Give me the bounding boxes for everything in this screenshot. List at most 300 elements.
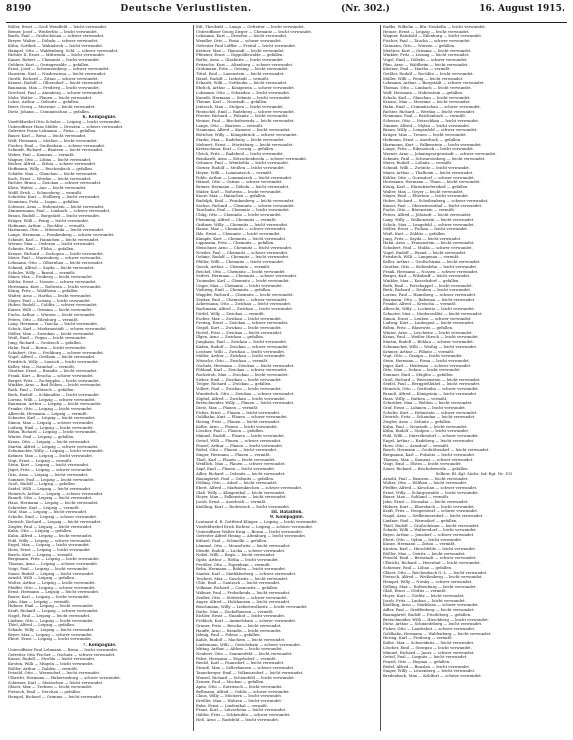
casualty-entry: Haas, Willy — Rathen — vermißt.	[383, 396, 448, 401]
casualty-entry: Schumacher, Willy — Leipzig — leicht verwundet.	[8, 449, 104, 454]
casualty-entry: Bergmann, Fritz — Leipzig — leicht verwundet.	[8, 557, 100, 562]
casualty-entry: Kaiser, Paul — Oberwiesenthal — leicht verwundet.	[383, 203, 483, 208]
casualty-entry: Lippmann, Fritz — Chemnitz — gefallen.	[196, 241, 275, 246]
casualty-entry: Wähner, Paul — Probstheida — leicht verwundet.	[196, 590, 291, 595]
casualty-entry: Krüger, Max — Treuen — leicht verwundet.	[383, 133, 467, 138]
casualty-entry: Neumann, Paul — Reichenbach — vermißt.	[383, 114, 467, 119]
casualty-entry: Ehrlich, Arthur — Königstein — schwer verwundet.	[196, 86, 295, 91]
casualty-entry: Flemming, Alfred — Chemnitz — vermißt.	[196, 217, 277, 222]
casualty-entry: Lange, Fritz — Eibenstock — leicht verwundet.	[383, 147, 474, 152]
casualty-entry: Starke, Max — Radeburg — leicht verwundet.	[196, 137, 285, 142]
casualty-entry: Förster, Richard — Pulsnitz — leicht verwundet.	[196, 114, 289, 119]
casualty-entry: Pfüller, Willi — Chemnitz — leicht verwundet.	[196, 260, 285, 265]
casualty-entry: Ziegler, Paul — Leipzig — leicht verwundet.	[8, 524, 93, 529]
casualty-entry: Böhm, Richard — Leipzig — leicht verwundet.	[8, 430, 97, 435]
casualty-entry: Männel, Richard — Jauer — schwer verwundet.	[383, 650, 475, 655]
casualty-entry: Schulze, Willy — Brand — vermißt.	[8, 270, 76, 275]
casualty-entry: Rudolph, Emil — Frankenberg — leicht verwundet.	[196, 199, 295, 204]
casualty-entry: Beck, Rudolf — Schkeuditz — leicht verwundet.	[8, 392, 101, 397]
casualty-entry: Schwarz, Arno — Hohenstein — leicht verwundet.	[8, 204, 105, 209]
casualty-entry: Richter, Richard — Werdau — leicht verwundet.	[383, 109, 476, 114]
casualty-entry: Hampel, Otto — Waldenburg, Schl. — schwer verwundet.	[8, 48, 119, 53]
column-right	[380, 25, 567, 731]
casualty-entry: Heinze, Paul — Bischofswerda — leicht verwundet.	[196, 119, 295, 124]
casualty-entry: Walter, Max — Geyer — leicht verwundet.	[383, 189, 464, 194]
casualty-entry: Thiel, Alfred — Leipzig — gefallen.	[8, 623, 76, 628]
casualty-entry: Anger, Alfred — Holzhausen — leicht verwundet.	[196, 600, 291, 605]
casualty-entry: Dietz, Arthur — Schmiedeberg — leicht verwundet.	[383, 622, 483, 627]
casualty-entry: Pfützner, Ernst — Dippoldiswalde — gefallen.	[196, 53, 284, 58]
casualty-entry: Schumacher, Willi — Weißig — leicht verwundet.	[383, 344, 478, 349]
casualty-entry: Walter, Arno — Hartha — leicht verwundet.	[8, 294, 92, 299]
casualty-entry: Lang, Hermann — Taucha — leicht verwundet.	[8, 322, 99, 327]
casualty-entry: Gefreiter Franz Lehmann — Pirna — gefallen.	[8, 129, 97, 134]
casualty-entry: Oettel, Paul — Liegnitz — leicht verwundet.	[383, 655, 468, 660]
casualty-entry: Heyne, Willi — Lommatzsch — vermißt.	[196, 170, 273, 175]
casualty-entry: Brandt, Otto — Leipzig — leicht verwundet.	[8, 496, 93, 501]
casualty-entry: Ernst, Josef — Schwarzenberg — schwer verwundet.	[8, 67, 110, 72]
casualty-entry: Köhler, Otto — Gornsdorf — schwer verwundet.	[383, 175, 475, 180]
casualty-entry: Kraus, Paul — Weißer Hirsch — leicht verwundet.	[383, 335, 479, 340]
casualty-entry: Pfeiffer, Alfred — Kirschau — schwer verwundet.	[383, 485, 478, 490]
casualty-entry: Unteroffizier Hans Müller — Dresden — schwer verwundet.	[8, 124, 124, 129]
casualty-entry: Grohmann, Fritz — Geising — leicht verwundet.	[196, 67, 289, 72]
casualty-entry: Schmitt, Karl — Hainichen — leicht verwundet.	[8, 237, 100, 242]
casualty-entry: Neubert, Otto — Sommerfeld — leicht verwundet.	[196, 652, 293, 657]
casualty-entry: Wendler, Otto — Pirna — schwer verwundet.	[196, 39, 282, 44]
casualty-entry: Busch, Kurt — Leipzig — vermißt.	[8, 552, 74, 557]
casualty-entry: Gläser, Otto — Reichenbach O.-L. — leicht verwundet.	[383, 570, 488, 575]
casualty-entry: Kaden, Rudolf — Zwickau — schwer verwundet.	[196, 344, 289, 349]
casualty-entry: Petzold, Otto — Wermsdorf — leicht verwundet.	[8, 671, 101, 676]
casualty-entry: Voigt, Paul — Leipzig — leicht verwundet.	[8, 566, 89, 571]
casualty-entry: Graf, Ernst — Lohmen — leicht verwundet.	[383, 405, 467, 410]
casualty-entry: Vogt, Ernst — Leipzig — vermißt.	[8, 458, 73, 463]
casualty-entry: Berger, Fritz — Zschepplin — leicht verwundet.	[8, 378, 100, 383]
casualty-entry: Pabst, Hermann — Engelsdorf — vermißt.	[196, 656, 277, 661]
casualty-entry: Nagel, Paul — Leipzig — leicht verwundet.	[8, 613, 91, 618]
casualty-entry: Hentschel, Emil — Radeberg — schwer verwundet.	[196, 109, 295, 114]
casualty-entry: Vizefeldwebel Erich Richter — Leipzig — schwer verwundet.	[196, 525, 314, 530]
casualty-entry: Heinrich, Arthur — Leipzig — schwer verwundet.	[8, 491, 104, 496]
casualty-entry: Kahle, Rudolf — Machern — leicht verwundet.	[196, 637, 286, 642]
casualty-entry: Mayer, Emil — Elterlein — leicht verwundet.	[383, 194, 470, 199]
casualty-entry: Zöphel, Alfred — Zwickau — leicht verwundet.	[196, 396, 286, 401]
casualty-entry: Lang, Willy — Wolkenstein — leicht verwundet.	[383, 217, 475, 222]
casualty-entry: Fuchs, Arthur — Wurzen — leicht verwundet.	[8, 312, 96, 317]
casualty-entry: Reichel, Otto — Chemnitz — leicht verwundet.	[196, 269, 286, 274]
casualty-entry: Meier, Paul — Marienberg — schwer verwundet.	[8, 256, 102, 261]
casualty-entry: Jäger, Karl — Heidenau — schwer verwundet.	[383, 363, 472, 368]
casualty-entry: Vollert, Paul — Zwickau — leicht verwundet.	[196, 387, 282, 392]
casualty-entry: Hempel, Willy — Niesky — schwer verwundet.	[383, 579, 473, 584]
casualty-entry: Volkmar, Richard — Connewitz — gefallen.	[196, 586, 279, 591]
casualty-entry: Ludwig, Kurt — Laubegast — leicht verwundet.	[383, 321, 475, 326]
casualty-entry: Unteroffizier Georg Zieger — Chemnitz — leicht verwundet.	[196, 29, 313, 34]
casualty-entry: Weidlich, Max — Plauen — schwer verwundet.	[196, 462, 286, 467]
casualty-entry: Dörfel, Willy — Zwickau — vermißt.	[196, 311, 266, 316]
casualty-entry: Kühn, Rudolf — Stolpen — leicht verwundet.	[383, 429, 470, 434]
casualty-entry: Hänsel, Otto — Ostrau — schwer verwundet.	[196, 180, 283, 185]
casualty-entry: Fischer, Paul — Taucha — schwer verwundet.	[383, 39, 471, 44]
casualty-entry: Thomas, Arno — Leipzig — schwer verwundet.	[8, 562, 99, 567]
casualty-entry: Teichert, Max — Gaschwitz — leicht verwundet.	[196, 576, 289, 581]
casualty-entry: Gefreiter Alfred Heinig — Altenburg — leicht verwundet.	[196, 534, 307, 539]
casualty-entry: Wolf, Hermann — Meißen — leicht verwundet.	[8, 138, 98, 143]
casualty-entry: Oehme, Rudolf — Chemnitz — leicht verwundet.	[196, 255, 290, 260]
casualty-entry: Beyer, Arthur — Jonsdorf — schwer verwundet.	[383, 532, 475, 537]
casualty-entry: Jähnig, Paul — Polenz — gefallen.	[196, 633, 261, 638]
casualty-entry: Vogel, Alfred — Geithain — leicht verwundet.	[8, 355, 96, 360]
casualty-entry: Lindner, Paul — Warnsdorf — gefallen.	[383, 518, 458, 523]
casualty-entry: Otto, Arno — Leipzig — leicht verwundet.	[8, 472, 89, 477]
casualty-entry: Hübner, Emil — Leipzig — leicht verwundet.	[8, 604, 94, 609]
casualty-entry: Naumann, Alfred — Kamenz — leicht verwundet.	[196, 128, 291, 133]
casualty-entry: Jahn, Max — Leipzig — vermißt.	[8, 599, 71, 604]
casualty-entry: Schreiber, Karl — Leipzig — vermißt.	[8, 505, 80, 510]
casualty-entry: Tröger, Richard — Zwickau — gefallen.	[196, 382, 272, 387]
casualty-entry: Breyer, Walter — Döbeln — schwer verwundet.	[8, 39, 99, 44]
casualty-entry: Gefreiter Paul Löffler — Freital — leicht verwundet.	[196, 43, 297, 48]
casualty-entry: Braun, Willy — Lengenfeld — schwer verwundet.	[383, 128, 478, 133]
casualty-entry: Pohl, Willi — Dürrröhrsdorf — schwer verwundet.	[383, 434, 480, 439]
casualty-entry: Winter, Arno — Loschwitz — leicht verwundet.	[383, 330, 473, 335]
casualty-entry: Kettner, Max — Tharandt — leicht verwundet.	[196, 48, 285, 53]
casualty-entry: Kretzschmar, Kurt — Coswig — gefallen.	[196, 147, 275, 152]
casualty-entry: Hering, Karl — Freiburg — vermißt.	[383, 636, 453, 641]
casualty-entry: Gefreiter Otto Fischer — Oschatz — schwer verwundet.	[8, 652, 116, 657]
casualty-entry: Kunze, Robert — Chemnitz — leicht verwundet.	[8, 57, 101, 62]
casualty-entry: Tittel, Paul — Lauenstein — leicht verwundet.	[196, 72, 285, 77]
casualty-entry: Geldner, Kurt — Geringswalde — gefallen.	[8, 62, 90, 67]
casualty-entry: Richter, Bruno — Zwickau — schwer verwundet.	[8, 181, 102, 186]
casualty-entry: Ludwig, Emil — Leipzig — leicht verwundet.	[8, 425, 94, 430]
casualty-entry: Rothe, Arno — Glashütte — leicht verwundet.	[196, 57, 284, 62]
casualty-entry: Kießling, Kurt — Rodewisch — leicht verwundet.	[196, 504, 291, 509]
casualty-entry: Ebert, Otto — Oybin — leicht verwundet.	[383, 537, 463, 542]
casualty-entry: Kirsten, Willi — Mügeln — leicht verwundet.	[8, 661, 94, 666]
casualty-entry: Illgen, Arno — Zwickau — gefallen.	[196, 335, 265, 340]
casualty-entry: Gäbler, Fritz — Schkeuditz — schwer verwundet.	[196, 713, 291, 718]
casualty-entry: Pohle, Arthur — Lommatzsch — leicht verwundet.	[196, 175, 293, 180]
page-header	[6, 4, 567, 23]
casualty-entry: Kunath, Hermann — Sebnitz — leicht verwundet.	[196, 95, 292, 100]
casualty-entry: Roth, Paul — Delitzsch — gefallen.	[8, 388, 75, 393]
casualty-entry: Buschmann, Willy — Liebertwolkwitz — leicht verwundet.	[196, 604, 308, 609]
casualty-entry: Schwarz, Otto — Netzschkau — leicht verwundet.	[383, 119, 480, 124]
casualty-entry: Wenzel, Richard — Schönefeld — leicht verwundet.	[196, 675, 295, 680]
casualty-entry: Eichler, Ernst — Naunhof — leicht verwundet.	[196, 614, 286, 619]
casualty-entry: Günther, Ernst — Brandis — leicht verwundet.	[8, 369, 98, 374]
casualty-entry: Knorr, Max — Hainichen — gefallen.	[196, 194, 267, 199]
casualty-entry: Dölling, Max — Rothenburg — leicht verwundet.	[383, 584, 477, 589]
casualty-entry: Hofmann, Arthur — Rochlitz — vermißt.	[8, 223, 86, 228]
casualty-entry: Wagner, Otto — Löbau — leicht verwundet.	[8, 157, 92, 162]
casualty-entry: Sieber, Emil — Zwickau — leicht verwundet.	[196, 377, 282, 382]
casualty-entry: Vogel, Rudolf — Brand — leicht verwundet.	[383, 250, 467, 255]
casualty-entry: Weiß, Emil — Pegau — leicht verwundet.	[8, 336, 87, 341]
casualty-entry: Sauer, Rudolf — Leipzig — leicht verwundet.	[8, 571, 95, 576]
casualty-entry: Mende, Rudolf — Lucka — schwer verwundet.	[196, 548, 286, 553]
casualty-entry: Herrmann, Hermann — Thum — leicht verwundet.	[383, 180, 481, 185]
casualty-entry: Horn, Otto — Arnsdorf — vermißt.	[383, 443, 450, 448]
casualty-entry: Seidel, Willi — Leipzig — leicht verwundet.	[8, 486, 92, 491]
issue-number: (Nr. 302.)	[341, 4, 390, 14]
casualty-entry: Groß, Richard — Weesenstein — leicht verwundet.	[383, 377, 481, 382]
casualty-entry: Günther, Otto — Siebenlehn — leicht verwundet.	[383, 264, 478, 269]
casualty-entry: Klein, Walter — Aue — leicht verwundet.	[8, 185, 87, 190]
casualty-entry: Wolter, Otto — Wilthen — leicht verwundet.	[383, 481, 468, 486]
casualty-entry: Jacob, Ernst — Auerbach — vermißt.	[196, 500, 267, 505]
casualty-entry: Kolbe, Max — Schweidnitz — leicht verwundet.	[383, 641, 475, 646]
casualty-entry: Ihle, Ernst — Chemnitz — leicht verwundet.	[196, 231, 281, 236]
casualty-entry: Zeuner, Paul — Mockau — gefallen.	[196, 680, 265, 685]
casualty-entry: Penzel, Otto — Haynau — gefallen.	[383, 659, 451, 664]
casualty-entry: Möller, Ernst — Pockau — leicht verwundet.	[383, 227, 469, 232]
casualty-entry: Braun, Rudolf — Burgstädt — leicht verwundet.	[8, 214, 101, 219]
casualty-entry: Sander, Karl — Markkleeberg — schwer verwundet.	[196, 572, 297, 577]
casualty-entry: Rockstroh, Max — Zwickau — leicht verwundet.	[196, 373, 289, 378]
casualty-entry: Mittag, Arthur — Althen — leicht verwundet.	[196, 647, 283, 652]
casualty-entry: Rehn, Hermann — Böhlen — leicht verwundet.	[196, 567, 287, 572]
casualty-entry: König, Fritz — Waldheim — gefallen.	[8, 289, 79, 294]
casualty-entry: Franke, Alfred — Kreischa — vermißt.	[383, 302, 457, 307]
casualty-entry: Werner, Arno — Johanngeorgenstadt — schwer verwundet.	[383, 151, 497, 156]
casualty-entry: Martin, Alfred — Leipzig — schwer verwundet.	[8, 444, 99, 449]
casualty-entry: Tanneberger, Emil — Volkmarsdorf — leicht verwundet.	[196, 670, 304, 675]
casualty-entry: Mohr, Walter — Plauen — leicht verwundet.	[8, 95, 93, 100]
casualty-entry: Graf, Max — Leipzig — leicht verwundet.	[8, 510, 88, 515]
casualty-entry: Wagner, Reinhold — Eilenburg — leicht verwundet.	[383, 34, 483, 39]
casualty-entry: Baumann, Max — Freiberg — leicht verwundet.	[8, 86, 100, 91]
casualty-entry: Lorenz, Willi — Leipzig — schwer verwundet.	[8, 397, 96, 402]
casualty-entry: Hartmann, Kurt — Falkenstein — leicht verwundet.	[383, 142, 483, 147]
casualty-entry: Keller, Arthur — Großschirma — leicht verwundet.	[383, 260, 481, 265]
casualty-entry: Vogel, Emil — Döbeln — schwer verwundet.	[383, 57, 468, 62]
casualty-entry: Neumann, Fritz — Lugau — gefallen.	[8, 200, 80, 205]
casualty-entry: Riedel, Karl — Paunsdorf — leicht verwundet.	[196, 661, 285, 666]
casualty-entry: Tauchnitz, Paul — Chemnitz — leicht verwundet.	[196, 208, 290, 213]
casualty-entry: Hempel, Richard — Grimma — leicht verwundet.	[8, 694, 103, 699]
casualty-entry: König, Karl — Ehrenfriedersdorf — gefallen.	[383, 184, 469, 189]
casualty-entry: Wolf, Hermann — Hohenstein — gefallen.	[383, 90, 464, 95]
casualty-entry: Huber, Richard — Scheibenberg — schwer verwundet.	[383, 199, 489, 204]
casualty-entry: Görner, Rudolf — Meißen — leicht verwundet.	[196, 166, 286, 171]
section-heading: 9. Kompagnie.	[270, 515, 304, 520]
casualty-entry: Hertel, Fritz — Zwickau — leicht verwundet.	[196, 330, 283, 335]
casualty-entry: Seifert, Hermann — Chemnitz — schwer verwundet.	[196, 274, 298, 279]
casualty-entry: Pöhland, Karl — Zwickau — schwer verwundet.	[196, 368, 288, 373]
casualty-entry: Eckardt, Willi — Gottleuba — leicht verwundet.	[196, 81, 288, 86]
casualty-entry: Pohl, Willy — Leipzig — schwer verwundet.	[8, 538, 92, 543]
casualty-entry: Meier, Rudolf — Lößnitz — vermißt.	[383, 161, 453, 166]
casualty-entry: Bretschneider, Willi — Hirschberg — leicht verwundet.	[383, 617, 489, 622]
casualty-entry: Bergmann, Karl — Pulsnitz — leicht verwundet.	[383, 452, 476, 457]
casualty-entry: Jentzsch, Max — Stolpen — leicht verwundet.	[196, 104, 284, 109]
casualty-entry: Mehnert, Ernst — Moritzburg — leicht verwundet.	[196, 142, 294, 147]
casualty-entry: Männel, Rudolf — Plauen — leicht verwundet.	[196, 434, 285, 439]
casualty-entry: Schmid, Alfred — Sayda — leicht verwundet.	[8, 265, 95, 270]
casualty-entry: Leutnant d. R. Gottfried Klinger — Leipzig — leicht verwundet.	[196, 520, 318, 525]
casualty-entry: Werner, Max — Oederan — leicht verwundet.	[8, 242, 96, 247]
casualty-entry: Glaß, Willy — Klingenthal — leicht verwundet.	[196, 490, 286, 495]
casualty-entry: Viehweg, Emil — Chemnitz — gefallen.	[196, 288, 272, 293]
casualty-entry: Dreßler, Max — Wahren — leicht verwundet.	[196, 699, 283, 704]
casualty-entry: Baumgärtel, Paul — Oelsnitz — gefallen.	[196, 476, 275, 481]
casualty-entry: Schmitz, Paul — Schwarzenberg — leicht verwundet.	[383, 156, 486, 161]
casualty-entry: Uhlig, Otto — Chemnitz — leicht verwundet.	[196, 213, 282, 218]
casualty-entry: Jung, Richard — Groitzsch — gefallen.	[8, 341, 82, 346]
casualty-entry: Weiß, Kurt — Zöblitz — gefallen.	[383, 231, 446, 236]
casualty-entry: Hauffe, Arno — Brandis — leicht verwundet.	[196, 628, 282, 633]
column-left	[6, 25, 193, 731]
casualty-entry: Singer, Hermann — Plauen — vermißt.	[196, 452, 271, 457]
casualty-entry: Brandt, Alfred — Königstein — leicht verwundet.	[383, 391, 478, 396]
casualty-entry: Stein, Hermann — Pirna — leicht verwundet.	[383, 358, 471, 363]
casualty-entry: Lange, Otto — Bautzen — vermißt.	[196, 123, 264, 128]
casualty-entry: Gebauer, Paul — Weinböhla — leicht verwundet.	[196, 161, 290, 166]
casualty-entry: Krämer, Max — Leipzig — leicht verwundet.	[8, 453, 94, 458]
casualty-entry: Escher, Max — Zwickau — leicht verwundet.	[196, 316, 283, 321]
casualty-entry: Schulte, Kurt — Hohnstein — schwer verwundet.	[383, 410, 478, 415]
casualty-entry: Winkler, Max — Kesselsdorf — gefallen.	[383, 278, 460, 283]
casualty-entry: Kunze, Rudolf — Strehla — leicht verwundet.	[8, 657, 96, 662]
casualty-entry: Lorenz, Paul — Hainsberg — schwer verwundet.	[383, 293, 477, 298]
casualty-entry: Geipel, Kurt — Zwickau — leicht verwundet.	[196, 326, 282, 330]
casualty-entry: Nebel, Willi — Regis — leicht verwundet.	[196, 553, 276, 558]
casualty-entry: Krause, Rudolf — Olbersdorf — leicht verwundet.	[8, 81, 104, 86]
casualty-entry: Köhler, Ernst — Nossen — schwer verwundet.	[8, 279, 97, 284]
casualty-entry: Kühn, Gottlieb — Wahmbeck — leicht verwundet.	[8, 43, 104, 48]
casualty-entry: Herrmann, Kurt — Roßwein — leicht verwundet.	[8, 284, 102, 289]
casualty-entry: Beier, Georg — Meerane — leicht verwundet.	[8, 104, 96, 109]
casualty-entry: Lohse, Arthur — Oelsnitz — gefallen.	[8, 100, 80, 105]
casualty-entry: Heinze, Ernst — Leipzig — leicht verwundet.	[383, 29, 470, 34]
casualty-entry: Kraft, Fritz — Neugersdorf — schwer verwundet.	[383, 509, 479, 514]
casualty-entry: Glaß, Ernst — Görlitz — vermißt.	[383, 589, 447, 594]
casualty-entry: Adler, Paul — Greiffenberg — leicht verwundet.	[383, 608, 475, 613]
casualty-entry: Pfau, Arno — Waldheim — leicht verwundet.	[383, 62, 469, 67]
casualty-entry: Goldhahn, Hermann — Waldenburg — leicht verwundet.	[383, 631, 492, 636]
casualty-entry: Ulbricht, Richard — Herrnhut — leicht verwundet.	[383, 561, 481, 566]
casualty-entry: Engel, Arthur — Radeberg — leicht verwundet.	[383, 438, 475, 443]
casualty-entry: Friedrich, Willi — Langenau — vermißt.	[383, 255, 460, 260]
casualty-entry: Heinrich, Otto — Gottleuba — schwer verwundet.	[383, 387, 479, 392]
casualty-entry: Goldhahn, Kurt — Plauen — schwer verwundet.	[196, 415, 288, 420]
casualty-entry: Ziegler, Arno — Sebnitz — gefallen.	[383, 420, 452, 425]
casualty-entry: Ebert, Ernst — Leipzig — leicht verwundet.	[8, 637, 92, 642]
casualty-entry: Fischer, Emil — Großenhain — schwer verwundet.	[8, 143, 106, 148]
casualty-entry: Rößler, Max — Ostritz — leicht verwundet.	[383, 551, 466, 556]
casualty-entry: Dietrich, Fritz — Schandau — leicht verwundet.	[383, 415, 476, 420]
casualty-entry: Haas, Hermann — Leipzig — leicht verwundet.	[8, 501, 99, 506]
casualty-entry: Otto, Max — Dohna — leicht verwundet.	[383, 368, 461, 373]
issue-date: 16. August 1915.	[479, 4, 565, 14]
casualty-entry: Franke, Otto — Leipzig — leicht verwundet.	[8, 406, 93, 411]
casualty-entry: Haase, Max — Chemnitz — schwer verwundet.	[196, 227, 287, 232]
casualty-entry: Peters, Otto — Eilenburg — vermißt.	[8, 317, 79, 322]
casualty-entry: Franz, Kurt — Lützschena — leicht verwundet.	[196, 708, 287, 713]
column-middle	[193, 25, 380, 731]
casualty-entry: Roth, Emil — Potschappel — leicht verwundet.	[383, 283, 473, 288]
casualty-entry: Thoß, Karl — Plauen — leicht verwundet.	[196, 457, 276, 462]
casualty-entry: Vizefeldwebel Otto Schulze — Leipzig — leicht verwundet.	[8, 120, 121, 125]
casualty-entry: Apitz, Otto — Eutritzsch — leicht verwundet.	[196, 684, 283, 689]
casualty-entry: Kühn, Alfred — Leipzig — leicht verwundet.	[8, 533, 93, 538]
casualty-entry: Friedrich, Willy — Lausick — leicht verwundet.	[8, 359, 99, 364]
casualty-entry: Kunze, Hermann — Zittau — vermißt.	[383, 542, 456, 547]
casualty-entry: Thomas, Max — Kamenz — schwer verwundet.	[383, 457, 474, 462]
casualty-entry: Opitz, Arthur — Rötha — leicht verwundet.	[196, 557, 280, 562]
casualty-entry: Winkler, Fritz — Leisnig — leicht verwundet.	[383, 53, 470, 58]
casualty-entry: Schröder, Kurt — Stollberg — leicht verwundet.	[8, 195, 101, 200]
casualty-entry: Wolff, Erich — Schneeberg — vermißt.	[8, 190, 83, 195]
casualty-entry: Nestler, Paul — Chemnitz — schwer verwundet.	[196, 250, 289, 255]
casualty-entry: Horn, Ernst — Leipzig — leicht verwundet.	[8, 548, 91, 553]
casualty-entry: Kraft, Richard — Leipzig — schwer verwundet.	[8, 609, 99, 614]
casualty-entry: Kaiser, Willi — Grimma — leicht verwundet.	[8, 308, 93, 313]
casualty-entry: Bredenbach, Max — Kohlfurt — schwer verwundet.	[383, 674, 483, 679]
casualty-entry: Dietz, Johann — Crimmitschau — gefallen.	[8, 109, 91, 114]
casualty-entry: Wappler, Richard — Chemnitz — leicht verwundet.	[196, 293, 294, 298]
casualty-entry: Haustein, Karl — Niederwiesa — leicht verwundet.	[8, 72, 107, 77]
casualty-entry: Preißler, Otto — Espenhain — vermißt.	[196, 562, 272, 567]
casualty-entry: Hübner, Kurt — Ebersbach — leicht verwundet.	[383, 504, 475, 509]
casualty-entry: Beyer, Max — Leipzig — schwer verwundet.	[8, 632, 93, 637]
casualty-entry: Trommler, Karl — Chemnitz — leicht verwundet.	[196, 278, 290, 283]
casualty-entry: Kuhn, Paul — Neustadt — leicht verwundet.	[383, 424, 468, 429]
casualty-entry: Fröhlich, Kurt — Ammelshain — schwer verwundet.	[196, 619, 297, 624]
casualty-entry: Frank, Kurt — Beucha — schwer verwundet.	[8, 374, 94, 379]
casualty-entry: Meischner, Arno — Chemnitz — leicht verwundet.	[196, 246, 293, 251]
casualty-entry: Queck, Arthur — Chemnitz — vermißt.	[196, 264, 271, 269]
casualty-entry: Voigt, Emil — Elstra — leicht verwundet.	[383, 462, 462, 467]
casualty-entry: Krause, Max — Meerane — leicht verwundet.	[383, 100, 471, 105]
casualty-entry: Pietzsch, Emil — Nerchau — gefallen.	[8, 690, 82, 695]
casualty-entry: Löscher, Emil — Striegau — leicht verwundet.	[383, 645, 472, 650]
casualty-entry: Rößler, Arthur — Dahlen — vermißt.	[8, 666, 79, 671]
casualty-entry: Nitzsche, Otto — Zwickau — vermißt.	[196, 358, 269, 363]
casualty-entry: Wunderlich, Otto — Zwickau — schwer verwundet.	[196, 391, 295, 396]
casualty-entry: Schuster, Karl — Leipzig — leicht verwundet.	[8, 416, 96, 421]
casualty-entry: Seidel, Paul — Berggießhübel — leicht verwundet.	[383, 382, 481, 387]
casualty-entry: Schmid, Willi — Zwönitz — leicht verwundet.	[383, 166, 471, 171]
casualty-entry: Koch, Ernst — Werdau — leicht verwundet.	[8, 176, 92, 181]
casualty-entry: Sachse, Richard — Chemnitz — schwer verwundet.	[196, 203, 295, 208]
casualty-entry: Krämer, Arthur — Pillnitz — vermißt.	[383, 349, 455, 354]
casualty-entry: Keller, Max — Naunhof — vermißt.	[8, 364, 76, 369]
text-columns	[6, 25, 567, 731]
casualty-entry: Maier, Max — Freiberg — leicht verwundet.	[8, 275, 93, 280]
casualty-entry: Müller, Arthur — Zwickau — leicht verwundet.	[196, 354, 287, 359]
casualty-entry: Oettel, Willi — Plauen — schwer verwundet.	[196, 438, 282, 443]
casualty-entry: Jacob, Fritz — Lauban — leicht verwundet.	[383, 598, 466, 603]
casualty-entry: Junghans, Paul — Zwickau — leicht verwundet.	[196, 340, 288, 345]
casualty-entry: Kießling, Arno — Marklissa — schwer verwundet.	[383, 603, 479, 608]
casualty-entry: Baumann, Arthur — Leipzig — leicht verwundet.	[8, 402, 102, 407]
casualty-entry: Pfeiffer, Otto — Leipzig — schwer verwundet.	[8, 585, 96, 590]
casualty-entry: Löscher, Paul — Plauen — gefallen.	[196, 429, 264, 434]
casualty-entry: Schreiber, Max — Wehlen — leicht verwundet.	[383, 401, 473, 406]
casualty-entry: Schade, Willy — Leipzig — leicht verwundet.	[8, 628, 95, 632]
casualty-entry: Albrecht, Hermann — Leipzig — vermißt.	[8, 411, 88, 416]
casualty-entry: Kraus, Otto — Leipzig — leicht verwundet.	[8, 439, 91, 444]
casualty-entry: Enke, Ernst — Lindenthal — vermißt.	[196, 703, 269, 708]
casualty-entry: Radke, Wilhelm — Bln.-Neukölln — leicht verwundet.	[383, 25, 486, 29]
casualty-entry: Zapf, Emil — Plauen — leicht verwundet.	[196, 467, 276, 472]
casualty-entry: Reinhardt, Arno — Kötzschenbroda — schwer verwundet.	[196, 156, 308, 161]
casualty-entry: Heß, Arno — Radefeld — leicht verwundet.	[196, 717, 280, 722]
